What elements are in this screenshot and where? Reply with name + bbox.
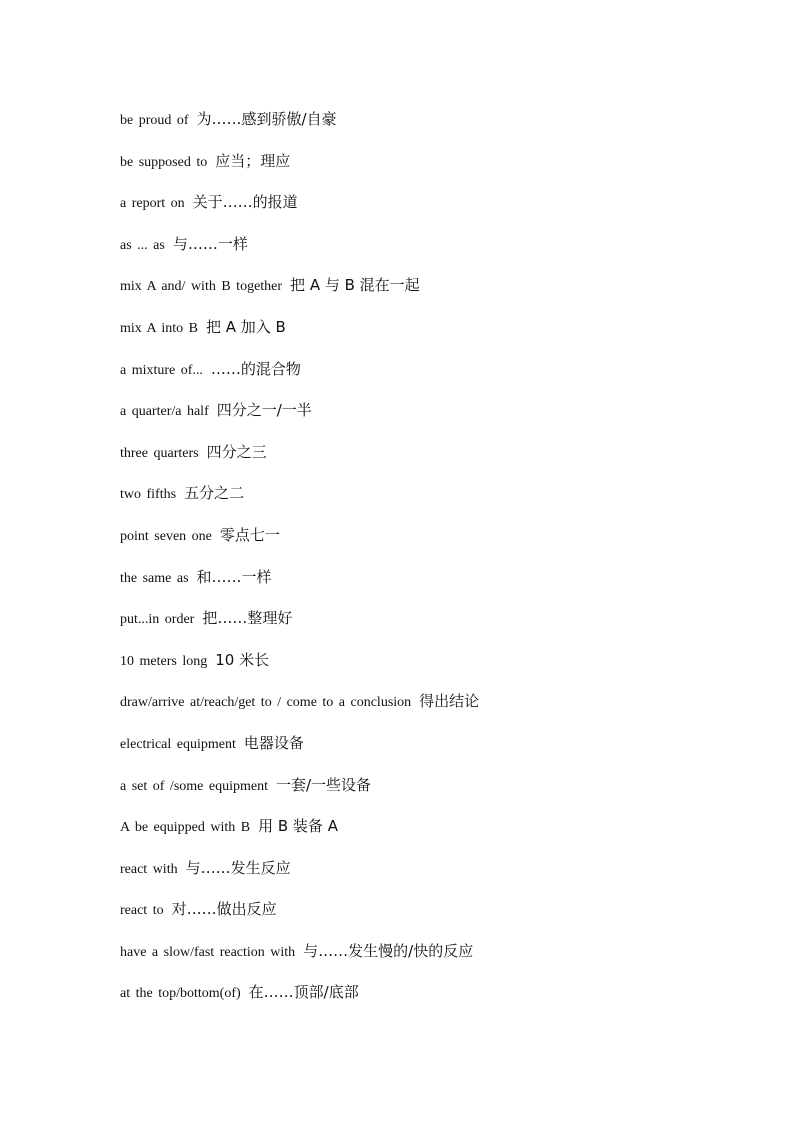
english-phrase: react to — [120, 903, 164, 919]
chinese-meaning: 用 B 装备 A — [258, 817, 338, 836]
phrase-line — [120, 690, 760, 732]
phrase-line — [120, 108, 760, 150]
chinese-meaning: 10 米长 — [215, 650, 270, 669]
phrase-line — [120, 441, 760, 483]
english-phrase: a set of /some equipment — [120, 778, 268, 794]
english-phrase: the same as — [120, 570, 189, 586]
phrase-line — [120, 607, 760, 649]
english-phrase: electrical equipment — [120, 736, 236, 752]
english-phrase: mix A into B — [120, 320, 198, 336]
phrase-line — [120, 316, 760, 358]
english-phrase: at the top/bottom(of) — [120, 986, 241, 1002]
chinese-meaning: 把……整理好 — [202, 609, 293, 628]
chinese-meaning: 四分之三 — [206, 442, 267, 461]
chinese-meaning: 一套/一些设备 — [275, 775, 372, 794]
phrase-line — [120, 649, 760, 691]
phrase-line — [120, 981, 760, 1023]
english-phrase: be proud of — [120, 113, 189, 128]
chinese-meaning: 得出结论 — [419, 692, 480, 711]
chinese-meaning: 把 A 与 B 混在一起 — [290, 276, 420, 295]
chinese-meaning: 与……发生慢的/快的反应 — [303, 941, 474, 960]
phrase-line — [120, 566, 760, 608]
english-phrase: be supposed to — [120, 154, 208, 170]
english-phrase: two fifths — [120, 487, 177, 503]
phrase-list — [120, 108, 760, 1023]
phrase-line — [120, 399, 760, 441]
english-phrase: point seven one — [120, 528, 212, 544]
english-phrase: a report on — [120, 196, 185, 212]
phrase-line — [120, 857, 760, 899]
english-phrase: have a slow/fast reaction with — [120, 944, 296, 960]
english-phrase: A be equipped with B — [120, 820, 251, 836]
english-phrase: draw/arrive at/reach/get to / come to a conclusion — [120, 695, 412, 711]
phrase-line — [120, 524, 760, 566]
english-phrase: react with — [120, 861, 178, 877]
english-phrase: 10 meters long — [120, 653, 208, 669]
chinese-meaning: 为……感到骄傲/自豪 — [196, 110, 337, 128]
english-phrase: mix A and/ with B together — [120, 279, 283, 295]
phrase-line — [120, 233, 760, 275]
phrase-line — [120, 732, 760, 774]
chinese-meaning: 把 A 加入 B — [205, 317, 286, 336]
phrase-line — [120, 482, 760, 524]
english-phrase: a quarter/a half — [120, 404, 209, 420]
chinese-meaning: 关于……的报道 — [192, 193, 298, 212]
chinese-meaning: 电器设备 — [243, 733, 304, 752]
chinese-meaning: 与……发生反应 — [185, 858, 291, 877]
english-phrase: three quarters — [120, 445, 199, 461]
chinese-meaning: 在……顶部/底部 — [248, 983, 359, 1002]
chinese-meaning: 和……一样 — [196, 567, 272, 586]
english-phrase: put...in order — [120, 612, 195, 628]
phrase-line — [120, 940, 760, 982]
chinese-meaning: 四分之一/一半 — [216, 401, 312, 420]
phrase-line — [120, 358, 760, 400]
phrase-line — [120, 150, 760, 192]
phrase-line — [120, 191, 760, 233]
phrase-line — [120, 815, 760, 857]
english-phrase: as ... as — [120, 237, 165, 253]
phrase-line — [120, 774, 760, 816]
chinese-meaning: 零点七一 — [219, 525, 280, 544]
english-phrase: a mixture of... — [120, 362, 203, 378]
chinese-meaning: ……的混合物 — [210, 359, 301, 378]
phrase-line — [120, 274, 760, 316]
chinese-meaning: 与……一样 — [172, 234, 248, 253]
chinese-meaning: 应当；理应 — [215, 151, 291, 170]
chinese-meaning: 对……做出反应 — [171, 900, 277, 919]
chinese-meaning: 五分之二 — [184, 484, 245, 503]
phrase-line — [120, 898, 760, 940]
